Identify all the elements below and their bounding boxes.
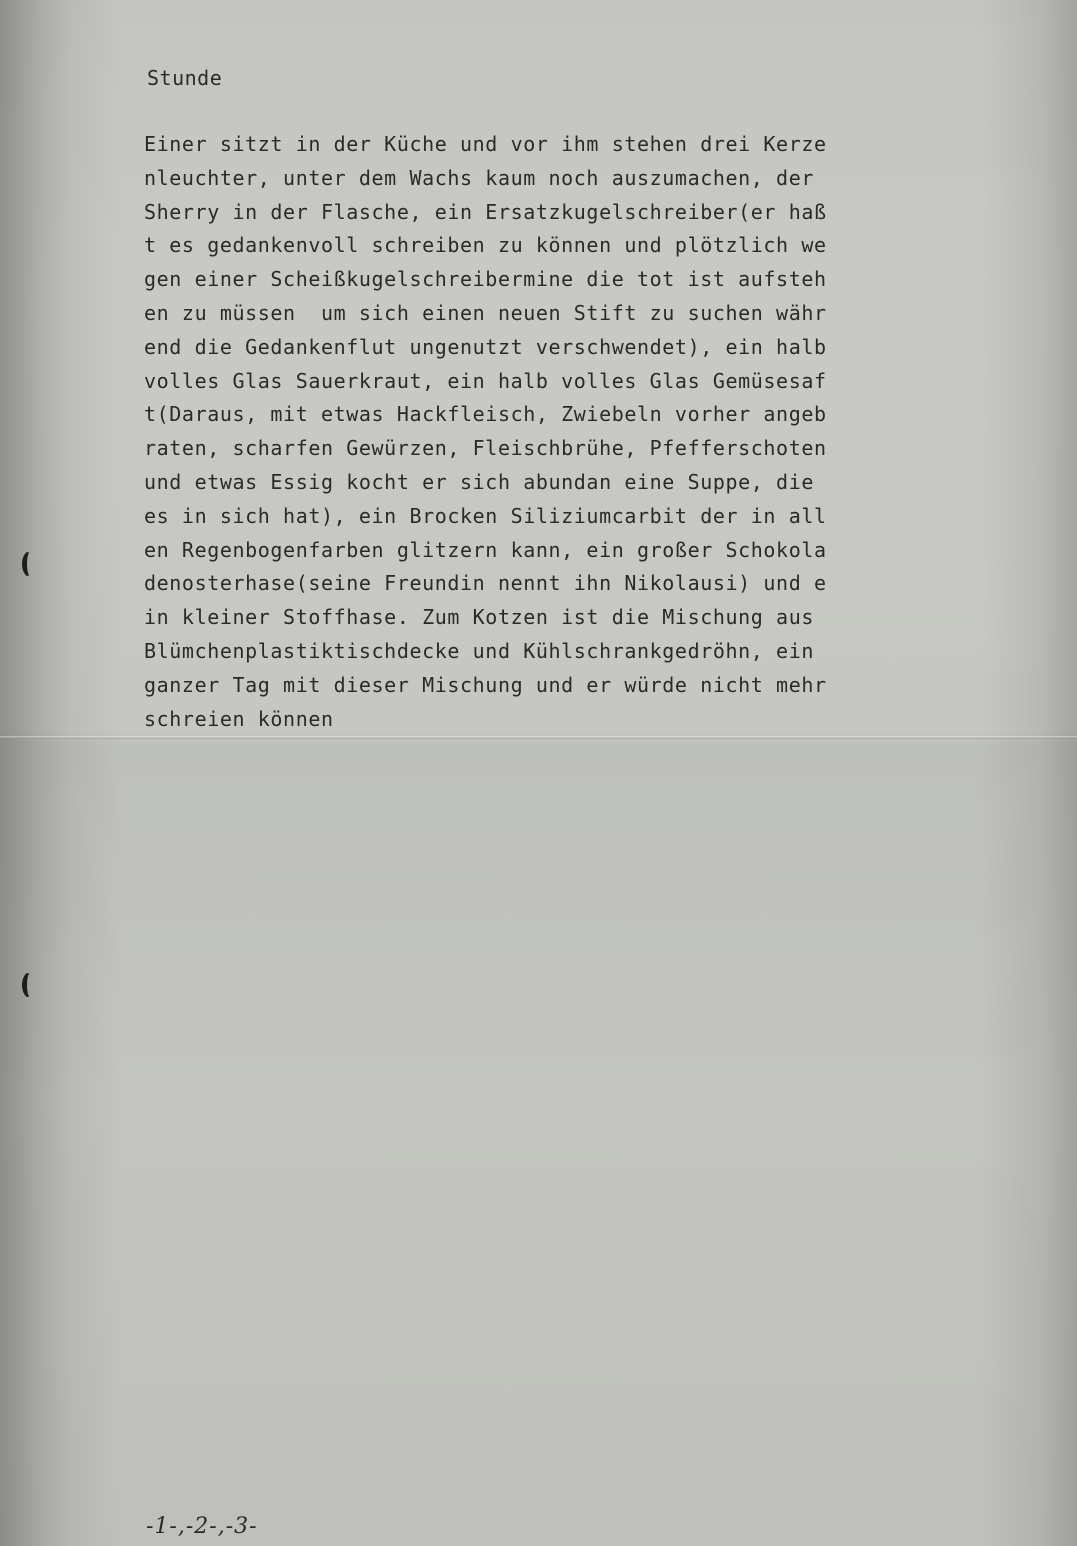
text-line: en zu müssen um sich einen neuen Stift zu suchen währ xyxy=(144,300,827,325)
text-line: schreien können xyxy=(144,706,334,731)
handwritten-page-marks: -1-,-2-,-3- xyxy=(146,1514,258,1539)
text-line: denosterhase(seine Freundin nennt ihn Nikolausi) und e xyxy=(144,571,827,596)
text-line: raten, scharfen Gewürzen, Fleischbrühe, Pfefferschoten xyxy=(144,436,827,461)
document-title: Stunde xyxy=(147,66,223,90)
text-line: Blümchenplastiktischdecke und Kühlschrankgedröhn, ein xyxy=(144,638,814,663)
text-line: t(Daraus, mit etwas Hackfleisch, Zwiebeln vorher angeb xyxy=(144,402,827,427)
text-line: in kleiner Stoffhase. Zum Kotzen ist die Mischung aus xyxy=(144,605,814,630)
text-line: Einer sitzt in der Küche und vor ihm stehen drei Kerze xyxy=(144,132,827,156)
punch-hole-lower xyxy=(22,972,38,998)
text-line: es in sich hat), ein Brocken Siliziumcarbit der in all xyxy=(144,503,827,528)
paper-fold-line xyxy=(0,736,1077,739)
text-line: und etwas Essig kocht er sich abundan eine Suppe, die xyxy=(144,469,814,494)
text-line: ganzer Tag mit dieser Mischung und er würde nicht mehr xyxy=(144,672,827,697)
text-line: Sherry in der Flasche, ein Ersatzkugelschreiber(er haß xyxy=(144,199,827,224)
typed-text-body xyxy=(144,128,914,736)
text-line: nleuchter, unter dem Wachs kaum noch auszumachen, der xyxy=(144,165,814,190)
text-line: end die Gedankenflut ungenutzt verschwendet), ein halb xyxy=(144,334,827,359)
punch-hole-upper xyxy=(22,551,38,577)
text-line: t es gedankenvoll schreiben zu können und plötzlich we xyxy=(144,233,827,258)
text-line: gen einer Scheißkugelschreibermine die tot ist aufsteh xyxy=(144,267,827,292)
paper-shadow xyxy=(0,0,70,1546)
text-line: volles Glas Sauerkraut, ein halb volles Glas Gemüsesaf xyxy=(144,368,827,393)
text-line: en Regenbogenfarben glitzern kann, ein großer Schokola xyxy=(144,537,827,562)
